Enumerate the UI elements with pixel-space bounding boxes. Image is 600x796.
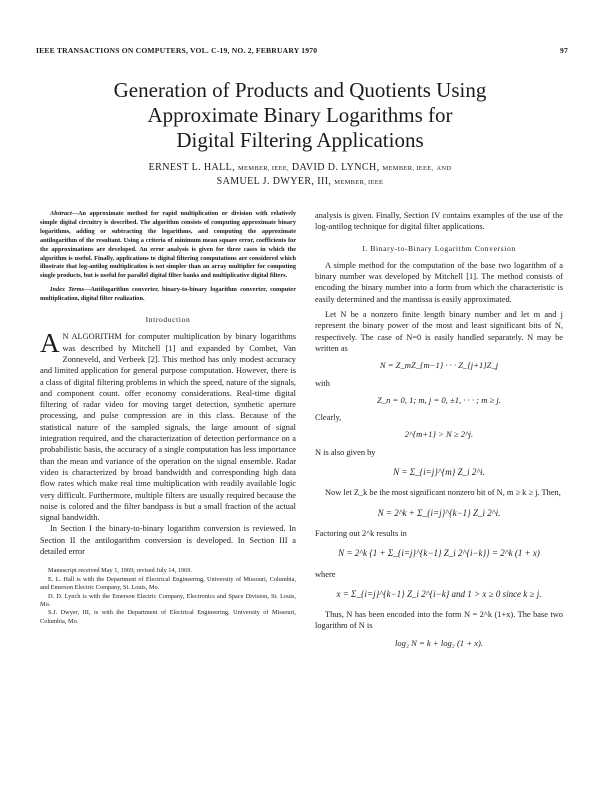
footnote-lynch: D. D. Lynch is with the Emerson Electric Company, Electronics and Space Division, St. Louis, Mo.: [40, 592, 296, 608]
footnote-manuscript: Manuscript received May 1, 1969; revised July 14, 1969.: [48, 567, 192, 575]
section-1-paragraph-3: Now let Z_k be the most significant nonzero bit of N, m ≥ k ≥ j. Then,: [325, 488, 561, 498]
right-column: [315, 210, 563, 655]
author-1-membership: MEMBER, IEEE,: [237, 165, 289, 172]
text-also-given: N is also given by: [315, 447, 376, 457]
equation-x-definition: x = Σ_{i=j}^{k−1} Z_i 2^{i−k} and 1 > x ≥ 0 since k ≥ j.: [336, 588, 542, 599]
introduction-heading: Introduction: [145, 315, 191, 325]
index-terms-label: Index Terms: [50, 286, 85, 294]
footnote-dwyer: S.J. Dwyer, III, is with the Department of Electrical Engineering, University of Missouri, Columbia, Mo.: [40, 609, 296, 625]
text-factoring: Factoring out 2^k results in: [315, 528, 407, 538]
author-list: [40, 161, 560, 189]
equation-log: log₂ N = k + log₂ (1 + x).: [394, 637, 484, 648]
author-1: ERNEST L. HALL,: [148, 162, 236, 173]
right-intro-continuation: analysis is given. Finally, Section IV contains examples of the use of the log-antilog technique for digital filter applications.: [315, 211, 563, 232]
equation-bit-values: Z_n = 0, 1; m, j = 0, ±1, · · · ; m ≥ j.: [377, 394, 501, 405]
title-line-1: Generation of Products and Quotients Using: [113, 78, 487, 102]
author-3: SAMUEL J. DWYER, III,: [216, 176, 332, 187]
left-column: [40, 210, 296, 626]
author-3-membership: MEMBER, IEEE: [334, 179, 384, 186]
abstract-text: —An approximate method for rapid multiplication or division with relatively simple digital circuitry is described. The algorithm consists of computing approximate binary logarithms, adding or subtracting the logarithms, and computing the approximate antilogarithm of the resultant. Using a criteria of minimum mean square error, coefficients for the approximations are developed. An error analysis is given for three cases in which the algorithm is useful. Finally, applications to digital filtering computations are considered which illustrate that log-antilog multiplication is not simpler than an array multiplier for computing single products, but is useful for parallel digital filter banks and multiplicative digital filters.: [40, 210, 296, 280]
introduction-paragraph-2: In Section I the binary-to-binary logarithm conversion is reviewed. In Section II the antilogarithm conversion is developed. In Section III a detailed error: [40, 524, 296, 556]
text-where: where: [315, 569, 336, 579]
section-1-paragraph-4: Thus, N has been encoded into the form N = 2^k (1+x). The base two logarithm of N is: [315, 610, 563, 631]
index-terms: [40, 286, 296, 304]
equation-sum: N = Σ_{i=j}^{m} Z_i 2^i.: [393, 467, 485, 478]
section-1-paragraph-1: A simple method for the computation of the base two logarithm of a binary number was developed by Mitchell [1]. The method consists of encoding the binary number into a form from which the characteristic is easily determined and the mantissa is easily approximated.: [315, 260, 563, 304]
section-1-heading: I. Binary-to-Binary Logarithm Conversion: [362, 243, 516, 253]
title-line-2: Approximate Binary Logarithms for: [147, 103, 453, 127]
author-and: AND: [436, 165, 452, 172]
paper-title: [40, 78, 560, 153]
running-header: [36, 46, 568, 55]
footnote-hall: E. L. Hall is with the Department of Electrical Engineering, University of Missouri, Columbia, and Emerson Electric Company, St. Louis, Mo.: [40, 575, 296, 592]
drop-cap: A: [40, 328, 60, 359]
journal-citation: IEEE TRANSACTIONS ON COMPUTERS, VOL. C-19, NO. 2, FEBRUARY 1970: [36, 46, 318, 55]
footnotes: [40, 567, 296, 626]
author-2: DAVID D. LYNCH,: [291, 162, 380, 173]
introduction-text-1: N ALGORITHM for computer multiplication by binary logarithms was described by Mitchell [1] and expanded by Combet, Van Zonneveld, and Verbeek [2]. This method has only modest accuracy and limited application for general purpose computation. However, there is a class of digital filtering problems in which the speed, nature of the signals, and component count. offer economy considerations. Real-time digital filtering of radar video for moving target detection, synthetic aperture processing, and pulse compression are in this class. Because of the statistical nature of the sampled signals, the large amount of signal integration required, and the characterization of detection performance on a probabilistic basis, the accuracy of a single computation has less importance than the mean and variance of the operation on the signal ensemble. Radar video is characterized by broad bandwidth and corresponding high data flow rates which make real time multiplication with readily available logic very difficult. Furthermore, multiple filters are usually required because the noise is colored and the filter bandpass is but a small fraction of the actual signal bandwidth.: [40, 332, 296, 523]
abstract: [40, 210, 296, 281]
text-clearly: Clearly,: [315, 413, 342, 423]
title-line-3: Digital Filtering Applications: [176, 128, 424, 152]
abstract-label: Abstract: [50, 210, 72, 217]
section-1-paragraph-2: Let N be a nonzero finite length binary number and let m and j represent the binary power of the most and least significant bits of N, respectively. The case of N=0 is easily handled separately. N may be written as: [315, 310, 563, 353]
equation-msb-sum: N = 2^k + Σ_{i=j}^{k−1} Z_i 2^i.: [377, 507, 501, 518]
equation-factored: N = 2^k {1 + Σ_{i=j}^{k−1} Z_i 2^{i−k}} = 2^k (1 + x): [338, 548, 540, 559]
equation-bounds: 2^{m+1} > N ≥ 2^j.: [404, 429, 474, 440]
introduction-paragraph-1: [40, 328, 296, 523]
equation-binary-form: N = Z_mZ_{m−1} · · · Z_{j+1}Z_j: [379, 360, 499, 371]
page-number: 97: [560, 46, 568, 55]
text-with: with: [315, 378, 330, 388]
index-terms-text: —Antilogarithm converter, binary-to-binary logarithm converter, computer multiplication, digital filter realization.: [40, 286, 296, 303]
author-2-membership: MEMBER, IEEE,: [382, 165, 434, 172]
